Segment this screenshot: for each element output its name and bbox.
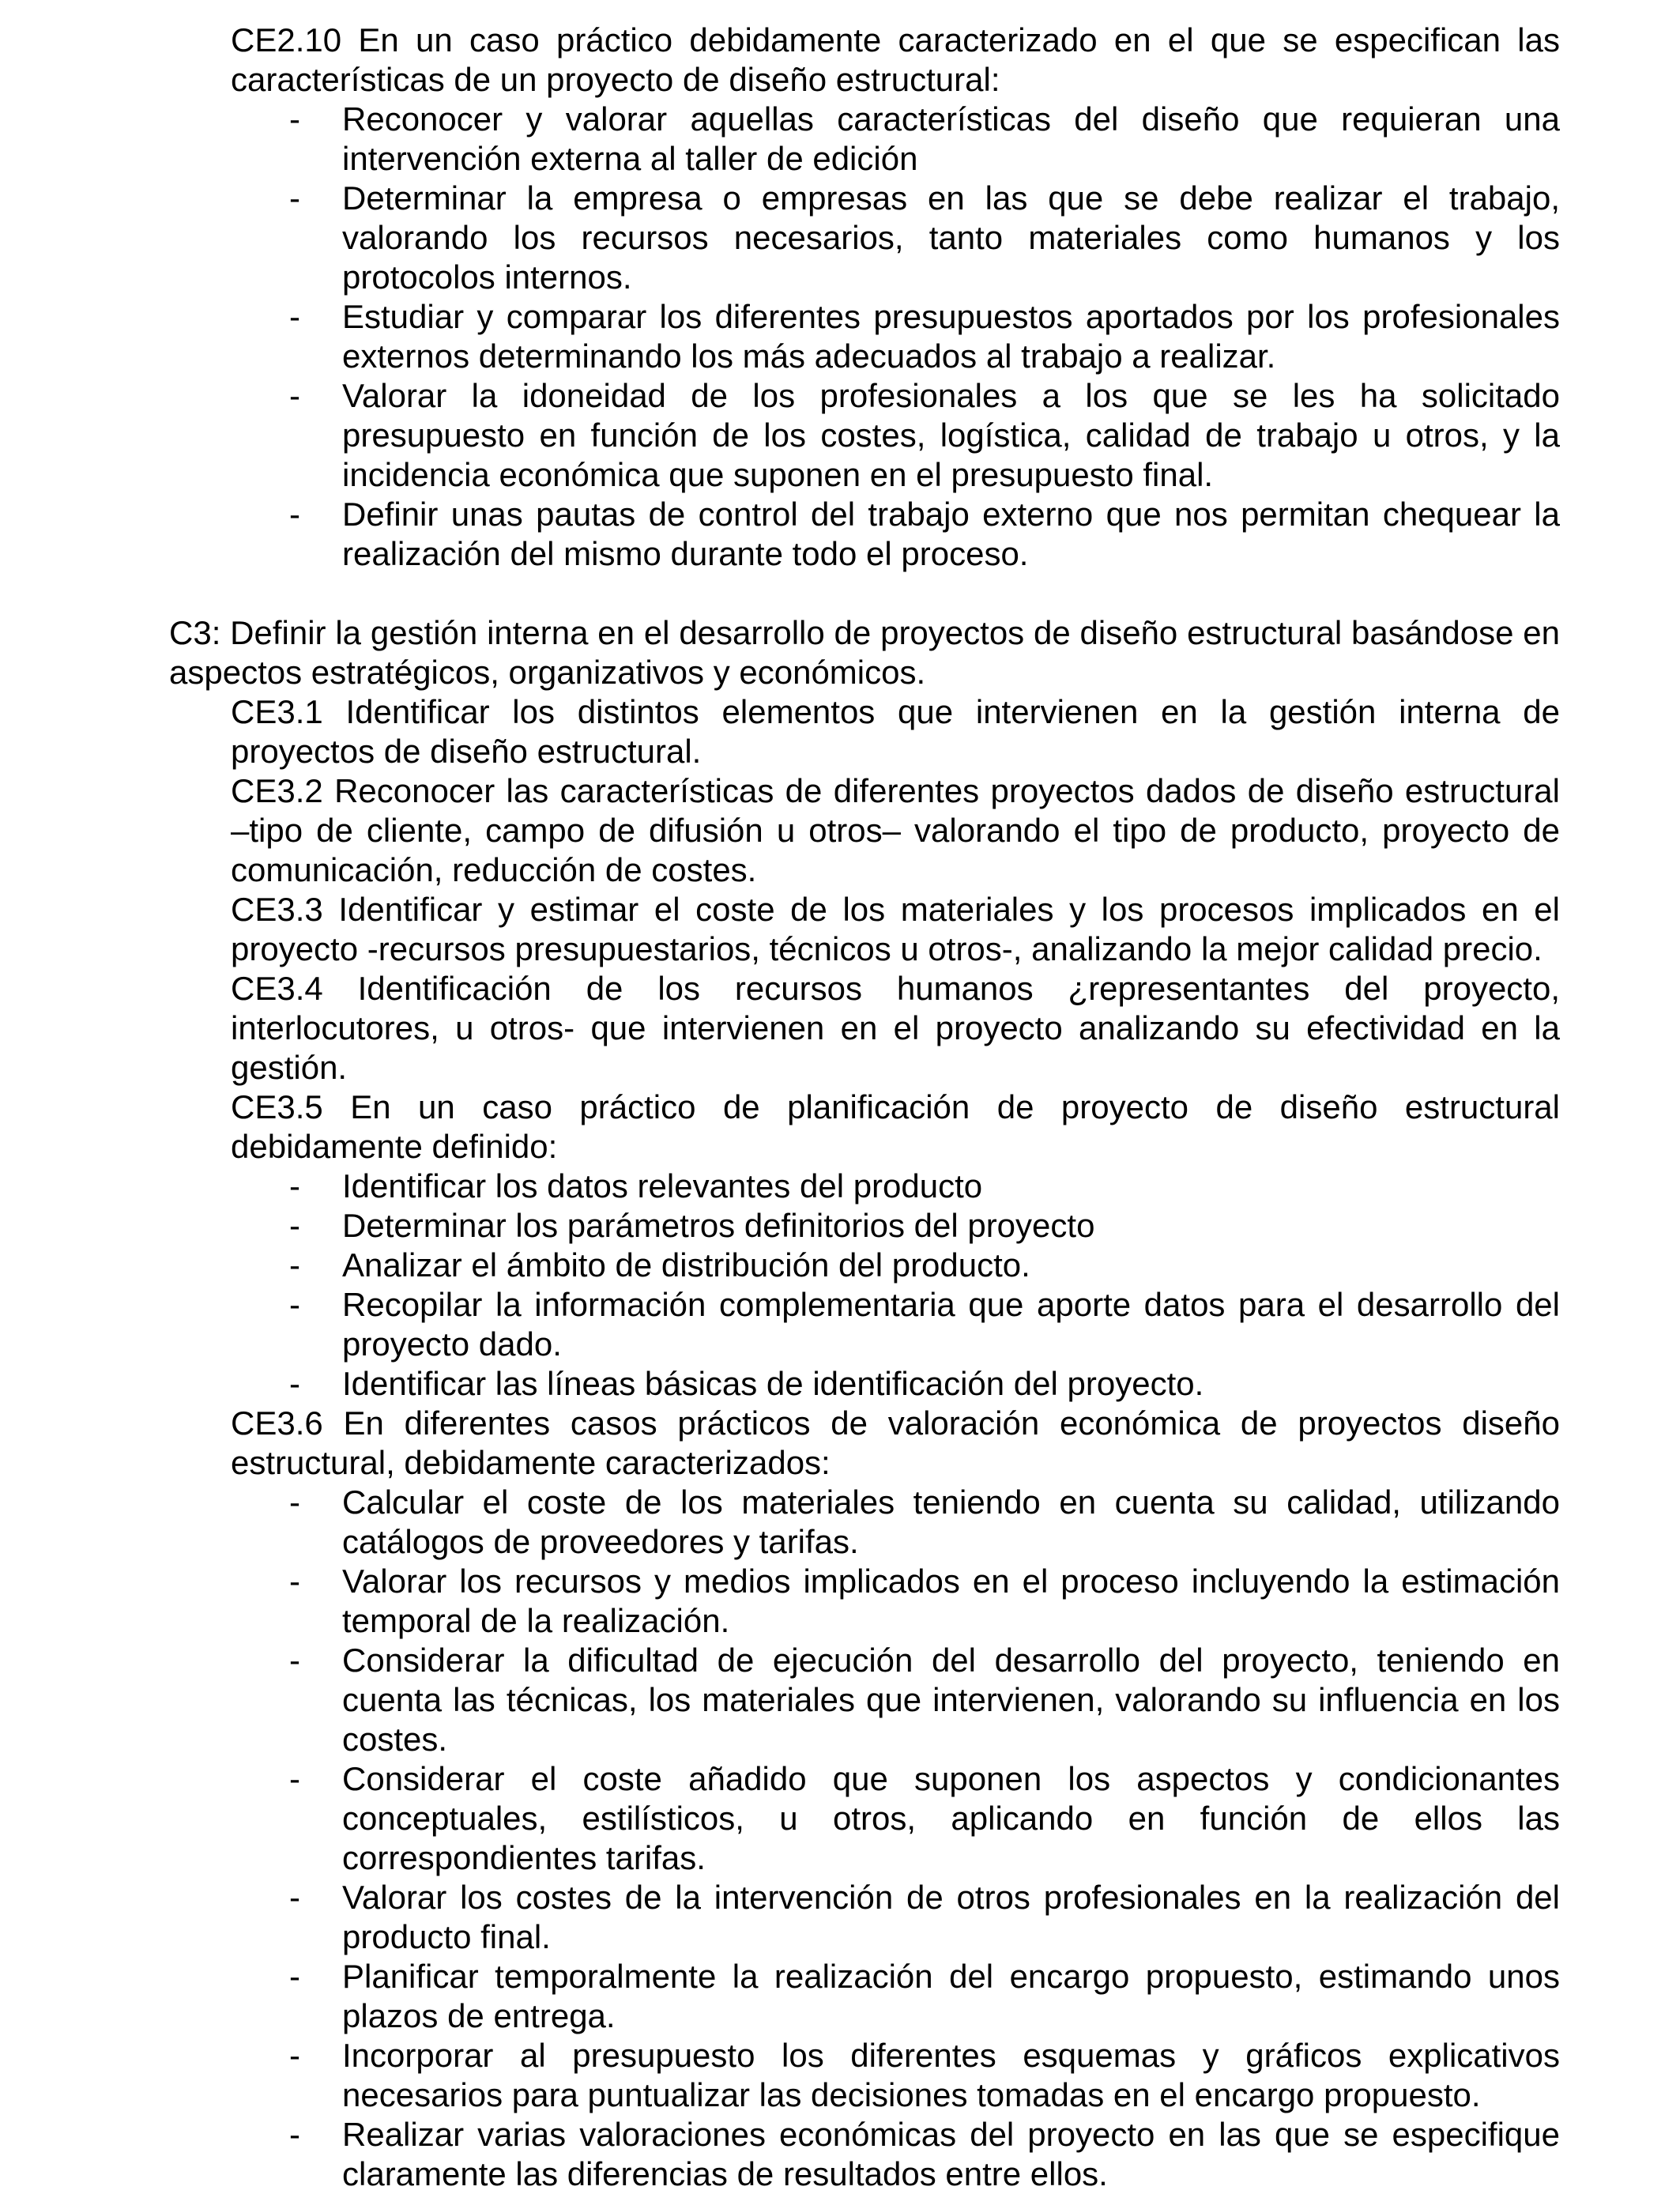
list-item-text: Identificar las líneas básicas de identificación del proyecto.	[342, 1365, 1204, 1402]
list-item	[289, 376, 1560, 495]
list-item-text: Determinar los parámetros definitorios del proyecto	[342, 1207, 1095, 1244]
dash-marker: -	[289, 1483, 300, 1521]
list-item-text: Identificar los datos relevantes del producto	[342, 1167, 983, 1204]
list-item-text: Realizar varias valoraciones económicas del proyecto en las que se especifique claramente las diferencias de resultados entre ellos.	[342, 2116, 1560, 2192]
paragraph-ce3-3: CE3.3 Identificar y estimar el coste de los materiales y los procesos implicados en el proyecto -recursos presupuestarios, técnicos u otros-, analizando la mejor calidad precio.	[231, 891, 1560, 967]
list-item	[289, 1246, 1560, 1285]
list-item	[289, 2115, 1560, 2194]
list-item	[289, 1167, 1560, 1206]
list-item	[289, 297, 1560, 376]
bullet-list-ce2-10	[169, 100, 1560, 574]
list-item-text: Considerar el coste añadido que suponen los aspectos y condicionantes conceptuales, estilísticos, u otros, aplicando en función de ellos las correspondientes tarifas.	[342, 1760, 1560, 1876]
list-item	[289, 1641, 1560, 1759]
paragraph-ce3-1: CE3.1 Identificar los distintos elementos que intervienen en la gestión interna de proyectos de diseño estructural.	[231, 693, 1560, 770]
paragraph-ce3-2: CE3.2 Reconocer las características de diferentes proyectos dados de diseño estructural –tipo de cliente, campo de difusión u otros– valorando el tipo de producto, proyecto de comunicación, reducción de costes.	[231, 772, 1560, 888]
dash-marker: -	[289, 179, 300, 217]
list-item	[289, 1364, 1560, 1404]
dash-marker: -	[289, 298, 300, 335]
list-item-text: Definir unas pautas de control del trabajo externo que nos permitan chequear la realización del mismo durante todo el proceso.	[342, 496, 1560, 572]
list-item	[289, 1285, 1560, 1364]
list-item	[289, 495, 1560, 574]
dash-marker: -	[289, 1642, 300, 1679]
list-item	[289, 1483, 1560, 1562]
list-item-text: Planificar temporalmente la realización del encargo propuesto, estimando unos plazos de entrega.	[342, 1958, 1560, 2034]
paragraph-ce3-5-intro: CE3.5 En un caso práctico de planificación de proyecto de diseño estructural debidamente definido:	[231, 1088, 1560, 1165]
list-item-text: Considerar la dificultad de ejecución del desarrollo del proyecto, teniendo en cuenta las técnicas, los materiales que intervienen, valorando su influencia en los costes.	[342, 1642, 1560, 1758]
dash-marker: -	[289, 2037, 300, 2074]
dash-marker: -	[289, 377, 300, 414]
dash-marker: -	[289, 1958, 300, 1995]
list-item-text: Recopilar la información complementaria que aporte datos para el desarrollo del proyecto dado.	[342, 1286, 1560, 1363]
dash-marker: -	[289, 1167, 300, 1204]
dash-marker: -	[289, 1365, 300, 1402]
list-item	[289, 100, 1560, 179]
list-item-text: Calcular el coste de los materiales teniendo en cuenta su calidad, utilizando catálogos de proveedores y tarifas.	[342, 1483, 1560, 1560]
dash-marker: -	[289, 100, 300, 138]
paragraph-ce2-10-intro: CE2.10 En un caso práctico debidamente caracterizado en el que se especifican las características de un proyecto de diseño estructural:	[231, 21, 1560, 98]
list-item	[289, 1759, 1560, 1878]
list-item-text: Analizar el ámbito de distribución del producto.	[342, 1246, 1030, 1284]
list-item	[289, 1878, 1560, 1957]
bullet-list-ce3-6	[169, 1483, 1560, 2194]
dash-marker: -	[289, 1286, 300, 1323]
list-item-text: Incorporar al presupuesto los diferentes esquemas y gráficos explicativos necesarios para puntualizar las decisiones tomadas en el encargo propuesto.	[342, 2037, 1560, 2113]
list-item-text: Estudiar y comparar los diferentes presupuestos aportados por los profesionales externos determinando los más adecuados al trabajo a realizar.	[342, 298, 1560, 375]
list-item	[289, 1562, 1560, 1641]
list-item-text: Reconocer y valorar aquellas características del diseño que requieran una intervención externa al taller de edición	[342, 100, 1560, 177]
list-item-text: Valorar la idoneidad de los profesionales a los que se les ha solicitado presupuesto en función de los costes, logística, calidad de trabajo u otros, y la incidencia económica que suponen en el presupuesto final.	[342, 377, 1560, 493]
list-item	[289, 2036, 1560, 2115]
list-item-text: Determinar la empresa o empresas en las que se debe realizar el trabajo, valorando los recursos necesarios, tanto materiales como humanos y los protocolos internos.	[342, 179, 1560, 296]
dash-marker: -	[289, 496, 300, 533]
list-item	[289, 179, 1560, 297]
paragraph-ce3-6-intro: CE3.6 En diferentes casos prácticos de valoración económica de proyectos diseño estructural, debidamente caracterizados:	[231, 1404, 1560, 1481]
dash-marker: -	[289, 1207, 300, 1244]
bullet-list-ce3-5	[169, 1167, 1560, 1404]
list-item	[289, 1206, 1560, 1246]
dash-marker: -	[289, 2116, 300, 2153]
dash-marker: -	[289, 1246, 300, 1284]
dash-marker: -	[289, 1563, 300, 1600]
list-item	[289, 1957, 1560, 2036]
paragraph-ce3-4: CE3.4 Identificación de los recursos humanos ¿representantes del proyecto, interlocutores, u otros- que intervienen en el proyecto analizando su efectividad en la gestión.	[231, 970, 1560, 1086]
paragraph-c3-heading: C3: Definir la gestión interna en el desarrollo de proyectos de diseño estructural basándose en aspectos estratégicos, organizativos y económicos.	[169, 614, 1560, 691]
list-item-text: Valorar los recursos y medios implicados en el proceso incluyendo la estimación temporal de la realización.	[342, 1563, 1560, 1639]
list-item-text: Valorar los costes de la intervención de otros profesionales en la realización del producto final.	[342, 1879, 1560, 1955]
dash-marker: -	[289, 1879, 300, 1916]
dash-marker: -	[289, 1760, 300, 1797]
